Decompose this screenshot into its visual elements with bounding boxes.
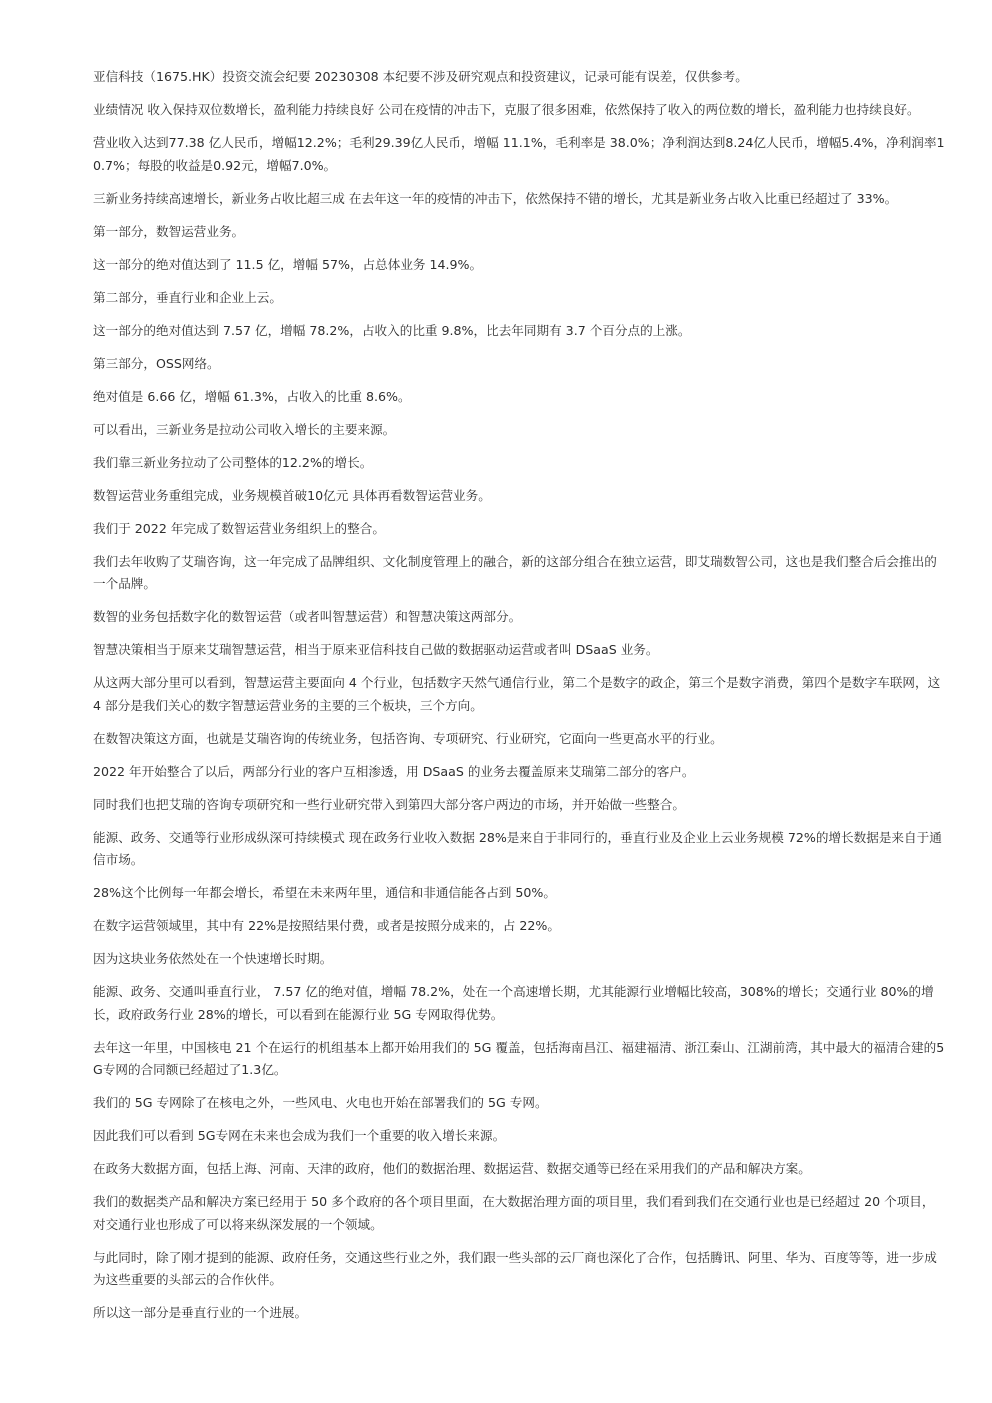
paragraph-customer-integration: 2022 年开始整合了以后，两部分行业的客户互相渗透，用 DSaaS 的业务去覆盖原来艾瑞第二部分的客户。 <box>93 763 695 779</box>
paragraph-part-two-value: 这一部分的绝对值达到 7.57 亿，增幅 78.2%，占收入的比重 9.8%，比去年同期有 3.7 个百分点的上涨。 <box>93 322 691 338</box>
paragraph-5g-revenue-source: 因此我们可以看到 5G专网在未来也会成为我们一个重要的收入增长来源。 <box>93 1128 506 1143</box>
paragraph-market-expansion: 同时我们也把艾瑞的咨询专项研究和一些行业研究带入到第四大部分客户两边的市场，并开始做一些整合。 <box>93 796 685 812</box>
paragraph-smart-decision: 智慧决策相当于原来艾瑞智慧运营，相当于原来亚信科技自己做的数据驱动运营或者叫 DSaaS 业务。 <box>93 642 659 657</box>
paragraph-vertical-growth: 能源、政务、交通叫垂直行业， 7.57 亿的绝对值，增幅 78.2%，处在一个高速增长期，尤其能源行业增幅比较高，308%的增长；交通行业 80%的增长，政府政务行业 28%的增长，可以看到在能源行业 5G 专网取得优势。 <box>93 984 934 1022</box>
paragraph-part-three-value: 绝对值是 6.66 亿，增幅 61.3%，占收入的比重 8.6%。 <box>93 388 411 404</box>
paragraph-nuclear-5g: 去年这一年里，中国核电 21 个在运行的机组基本上都开始用我们的 5G 覆盖，包括海南昌江、福建福清、浙江秦山、江湖前湾，其中最大的福清合建的5G专网的合同额已经超过了1.3亿。 <box>93 1039 945 1077</box>
paragraph-part-one-heading: 第一部分，数智运营业务。 <box>93 223 245 239</box>
paragraph-revenue-figures: 营业收入达到77.38 亿人民币，增幅12.2%；毛利29.39亿人民币，增幅 11.1%，毛利率是 38.0%；净利润达到8.24亿人民币，增幅5.4%，净利润率10.7%；每股的收益是0.92元，增幅7.0%。 <box>93 135 945 173</box>
paragraph-four-industries: 从这两大部分里可以看到，智慧运营主要面向 4 个行业，包括数字天然气通信行业，第二个是数字的政企，第三个是数字消费，第四个是数字车联网，这 4 部分是我们关心的数字智慧运营业务的主要的三个板块，三个方向。 <box>93 675 941 713</box>
paragraph-vertical-industries-heading: 能源、政务、交通等行业形成纵深可持续模式 现在政务行业收入数据 28%是来自于非同行的，垂直行业及企业上云业务规模 72%的增长数据是来自于通信市场。 <box>93 829 942 867</box>
paragraph-fast-growth: 因为这块业务依然处在一个快速增长时期。 <box>93 951 333 966</box>
paragraph-ratio-target: 28%这个比例每一年都会增长，希望在未来两年里，通信和非通信能各占到 50%。 <box>93 885 556 900</box>
paragraph-part-three-heading: 第三部分，OSS网络。 <box>93 355 220 371</box>
paragraph-business-scope: 数智的业务包括数字化的数智运营（或者叫智慧运营）和智慧决策这两部分。 <box>93 609 522 624</box>
paragraph-part-two-heading: 第二部分，垂直行业和企业上云。 <box>93 289 282 305</box>
paragraph-performance-summary: 业绩情况 收入保持双位数增长，盈利能力持续良好 公司在疫情的冲击下，克服了很多困难，依然保持了收入的两位数的增长，盈利能力也持续良好。 <box>93 102 920 117</box>
paragraph-restructure-heading: 数智运营业务重组完成，业务规模首破10亿元 具体再看数智运营业务。 <box>93 487 491 503</box>
paragraph-growth-driver: 我们靠三新业务拉动了公司整体的12.2%的增长。 <box>93 454 373 470</box>
paragraph-iresearch-acquisition: 我们去年收购了艾瑞咨询，这一年完成了品牌组织、文化制度管理上的融合，新的这部分组合在独立运营，即艾瑞数智公司，这也是我们整合后会推出的一个品牌。 <box>93 553 937 591</box>
paragraph-data-products: 我们的数据类产品和解决方案已经用于 50 多个政府的各个项目里面，在大数据治理方面的项目里，我们看到我们在交通行业也是已经超过 20 个项目，对交通行业也形成了可以将来纵深发展的一个领域。 <box>93 1194 935 1232</box>
paragraph-consulting-business: 在数智决策这方面，也就是艾瑞咨询的传统业务，包括咨询、专项研究、行业研究，它面向一些更高水平的行业。 <box>93 730 723 746</box>
paragraph-pay-by-result: 在数字运营领域里，其中有 22%是按照结果付费，或者是按照分成来的，占 22%。 <box>93 918 560 933</box>
paragraph-cloud-partners: 与此同时，除了刚才提到的能源、政府任务，交通这些行业之外，我们跟一些头部的云厂商也深化了合作，包括腾讯、阿里、华为、百度等等，进一步成为这些重要的头部云的合作伙伴。 <box>93 1249 937 1287</box>
paragraph-title-line: 亚信科技（1675.HK）投资交流会纪要 20230308 本纪要不涉及研究观点和投资建议，记录可能有误差，仅供参考。 <box>93 69 748 84</box>
paragraph-part-one-value: 这一部分的绝对值达到了 11.5 亿，增幅 57%，占总体业务 14.9%。 <box>93 256 483 272</box>
paragraph-growth-source: 可以看出，三新业务是拉动公司收入增长的主要来源。 <box>93 421 396 437</box>
paragraph-vertical-progress: 所以这一部分是垂直行业的一个进展。 <box>93 1305 308 1320</box>
paragraph-integration-2022: 我们于 2022 年完成了数智运营业务组织上的整合。 <box>93 520 385 536</box>
paragraph-new-business-growth: 三新业务持续高速增长，新业务占收比超三成 在去年这一年的疫情的冲击下，依然保持不错的增长，尤其是新业务占收入比重已经超过了 33%。 <box>93 190 898 206</box>
paragraph-government-big-data: 在政务大数据方面，包括上海、河南、天津的政府，他们的数据治理、数据运营、数据交通等已经在采用我们的产品和解决方案。 <box>93 1161 811 1176</box>
paragraph-wind-thermal-5g: 我们的 5G 专网除了在核电之外，一些风电、火电也开始在部署我们的 5G 专网。 <box>93 1095 548 1110</box>
